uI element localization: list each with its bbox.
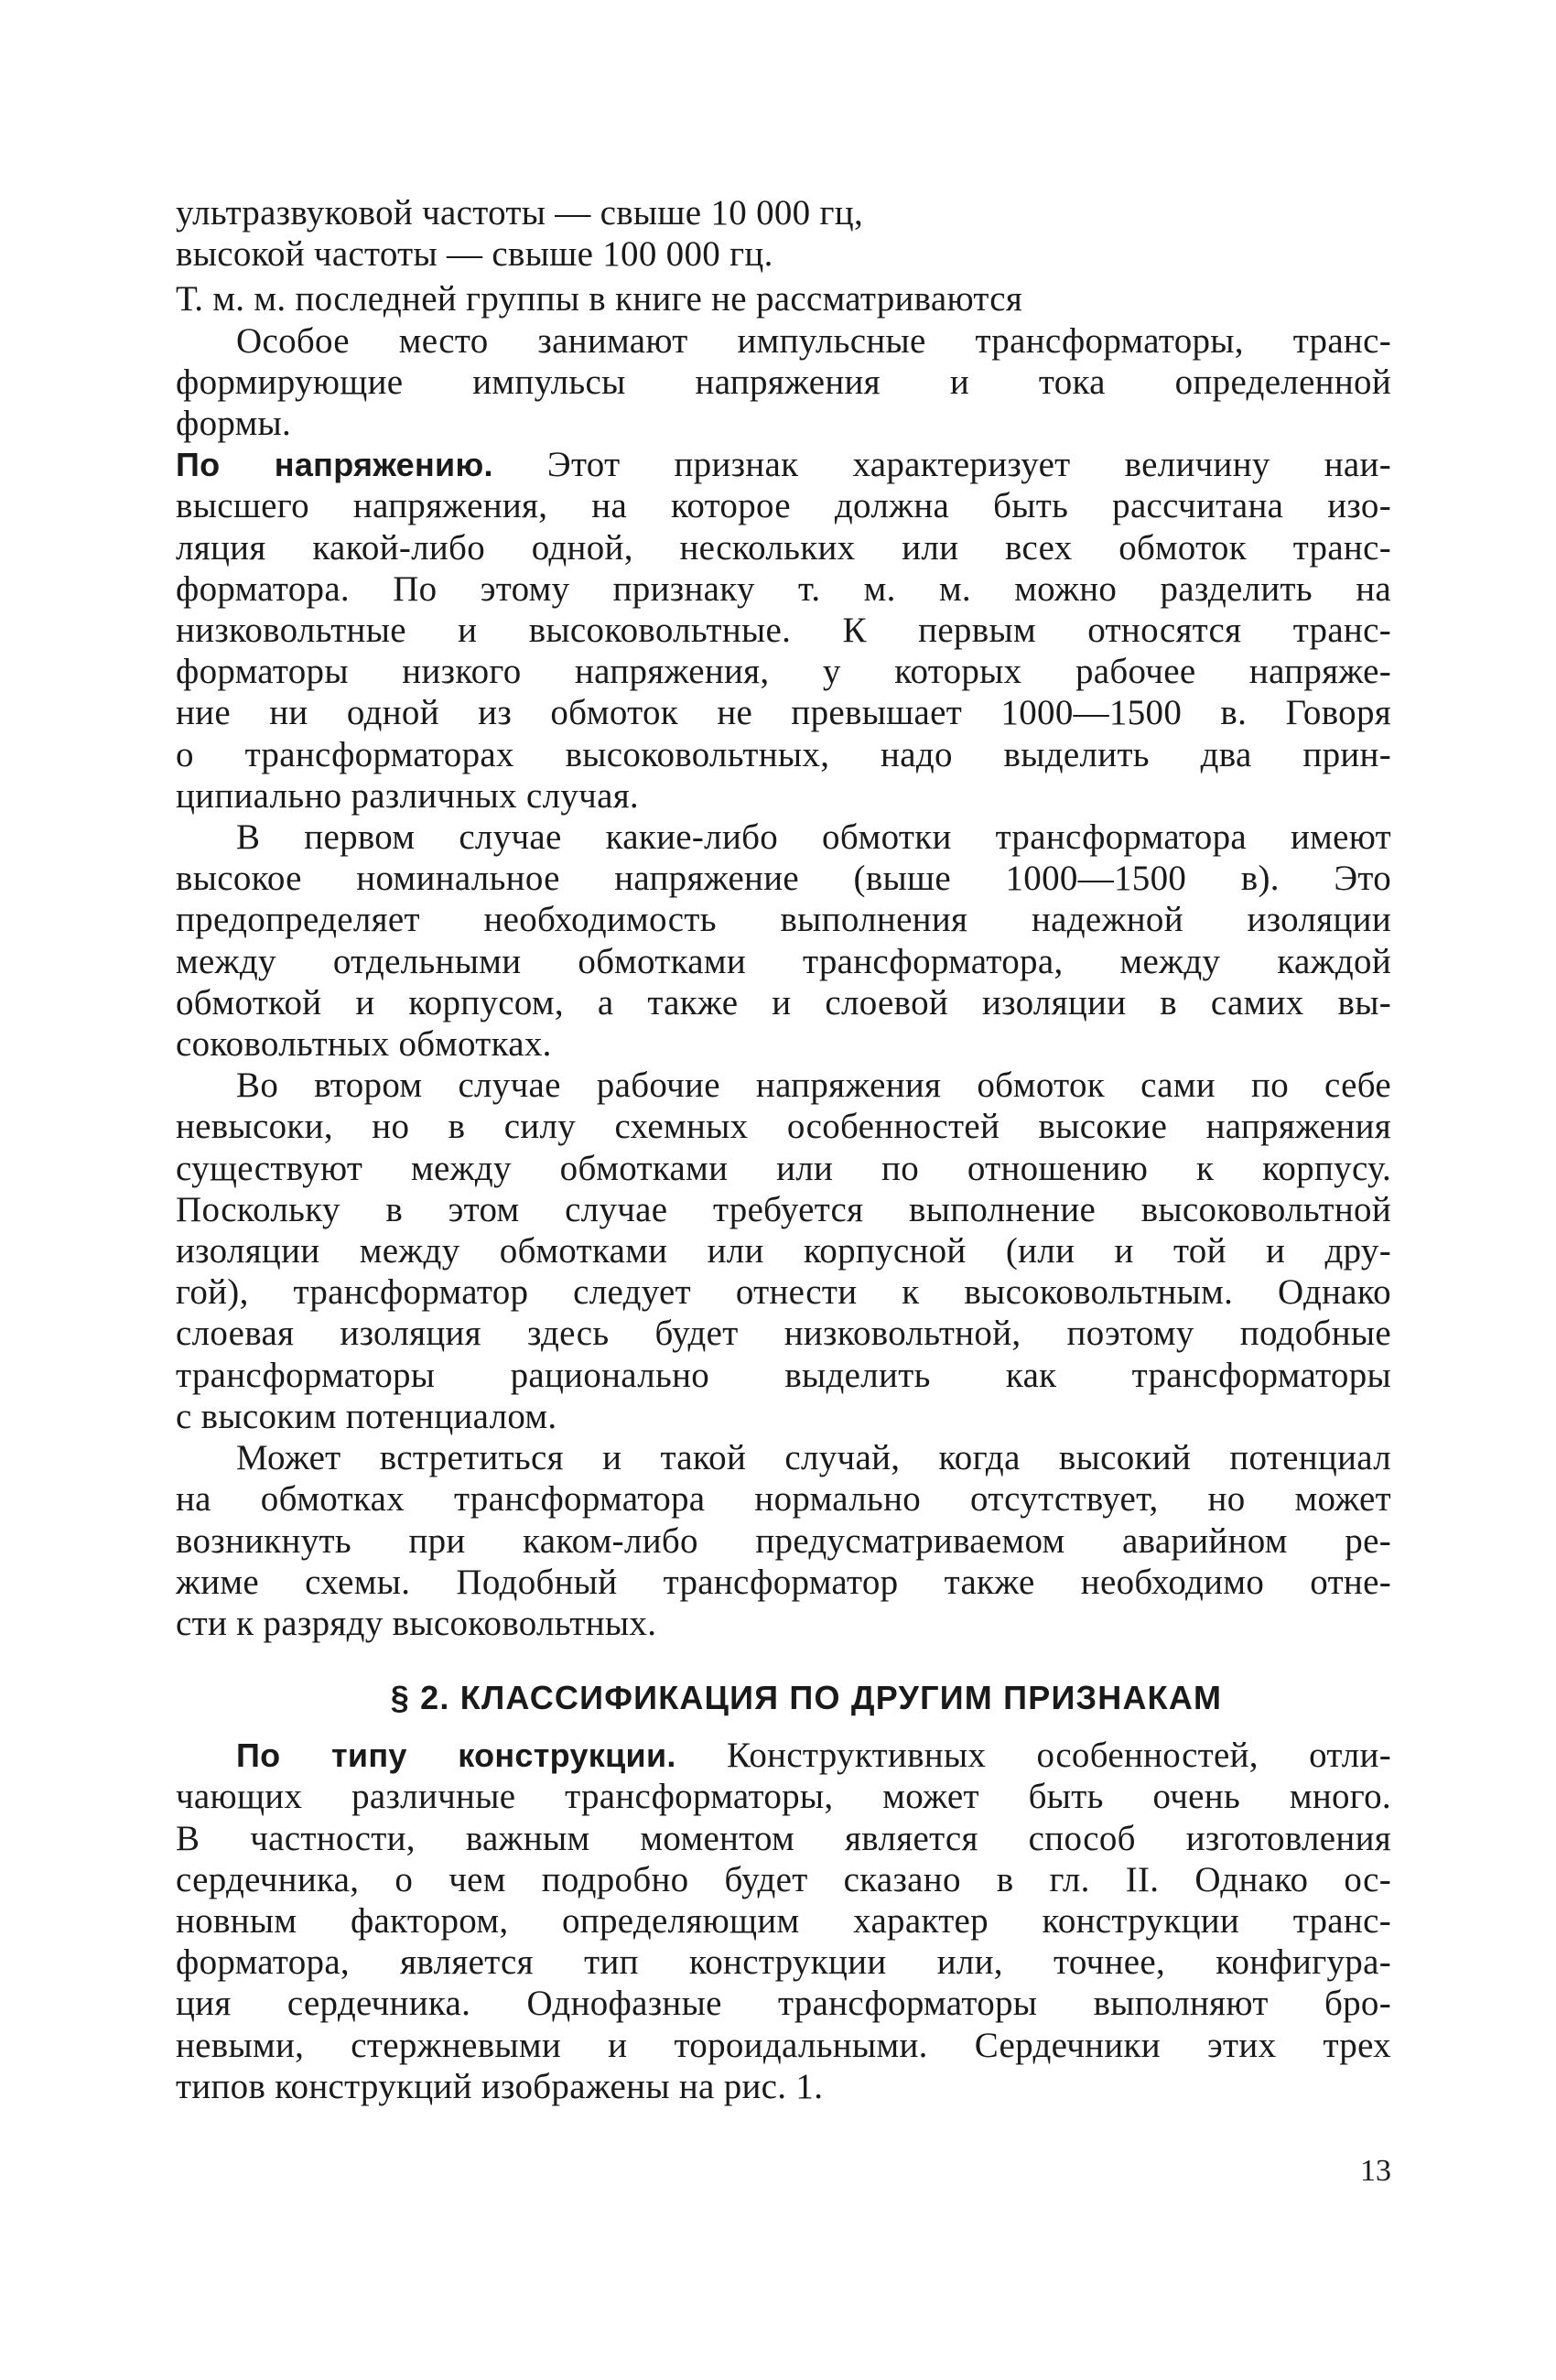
paragraph-lead: По типу конструкции.: [236, 1736, 676, 1775]
line-text: форматора, является тип конструкции или, точнее, конфигура-: [176, 1942, 1391, 1983]
text-line: [176, 610, 1391, 651]
text-line: [176, 858, 1391, 899]
line-text: с высоким потенциалом.: [176, 1396, 557, 1436]
line-text: трансформаторы рационально выделить как трансформаторы: [176, 1355, 1391, 1395]
line-text: гой), трансформатор следует отнести к высоковольтным. Однако: [176, 1272, 1391, 1313]
line-text: на обмотках трансформатора нормально отсутствует, но может: [176, 1479, 1391, 1520]
body-text: [176, 192, 1391, 1644]
section-text: [176, 1735, 1391, 2107]
line-text: ципиально различных случая.: [176, 775, 639, 816]
line-text: предопределяет необходимость выполнения надежной изоляции: [176, 900, 1391, 940]
text-line: [176, 1148, 1391, 1189]
text-line: [176, 1859, 1391, 1900]
paragraph-lead: По напряжению.: [176, 446, 493, 484]
line-text: В первом случае какие-либо обмотки трансформатора имеют: [236, 817, 1391, 858]
line-text: чающих различные трансформаторы, может быть очень много.: [176, 1777, 1391, 1817]
text-line: [176, 1355, 1391, 1396]
line-text: Этот признак характеризует величину наи-: [492, 445, 1392, 485]
line-text: типов конструкций изображены на рис. 1.: [176, 2066, 824, 2106]
text-line: [176, 568, 1391, 610]
text-line: [176, 775, 1391, 817]
text-line: [176, 1065, 1391, 1106]
line-text: Может встретиться и такой случай, когда высокий потенциал: [236, 1438, 1391, 1478]
line-text: Конструктивных особенностей, отли-: [675, 1736, 1392, 1776]
text-line: [176, 1735, 1391, 1776]
line-text: сердечника, о чем подробно будет сказано в гл. II. Однако ос-: [176, 1859, 1391, 1899]
text-line: [176, 2025, 1391, 2066]
line-text: высокой частоты — свыше 100 000 гц.: [176, 234, 773, 275]
text-line: [176, 192, 1391, 233]
line-text: невыми, стержневыми и тороидальными. Сердечники этих трех: [176, 2025, 1391, 2065]
text-line: [176, 320, 1391, 362]
line-text: сти к разряду высоковольтных.: [176, 1603, 657, 1643]
text-line: [176, 1023, 1391, 1065]
line-text: невысоки, но в силу схемных особенностей высокие напряжения: [176, 1107, 1391, 1147]
text-line: [176, 1562, 1391, 1603]
line-text: ультразвуковой частоты — свыше 10 000 гц,: [176, 193, 864, 233]
text-line: [176, 651, 1391, 692]
text-line: [176, 1396, 1391, 1437]
page-number: 13: [1360, 2154, 1391, 2188]
text-line: [176, 1230, 1391, 1271]
line-text: формирующие импульсы напряжения и тока определенной: [176, 362, 1391, 402]
line-text: Особое место занимают импульсные трансформаторы, транс-: [236, 320, 1391, 361]
line-text: низковольтные и высоковольтные. К первым относятся транс-: [176, 611, 1391, 651]
line-text: высокое номинальное напряжение (выше 1000—1500 в). Это: [176, 859, 1391, 899]
line-text: ция сердечника. Однофазные трансформаторы выполняют бро-: [176, 1984, 1391, 2024]
line-text: ние ни одной из обмоток не превышает 1000—1500 в. Говоря: [176, 693, 1391, 733]
line-text: Во втором случае рабочие напряжения обмоток сами по себе: [236, 1066, 1391, 1106]
line-text: возникнуть при каком-либо предусматриваемом аварийном ре-: [176, 1520, 1391, 1561]
line-text: В частности, важным моментом является способ изготовления: [176, 1818, 1391, 1858]
text-line: [176, 1437, 1391, 1478]
text-line: [176, 485, 1391, 526]
text-line: [176, 233, 1391, 275]
line-text: существуют между обмотками или по отношению к корпусу.: [176, 1148, 1391, 1188]
text-line: [176, 403, 1391, 444]
line-text: соковольтных обмотках.: [176, 1024, 552, 1065]
book-page: [176, 192, 1391, 2107]
text-line: [176, 1189, 1391, 1230]
text-line: [176, 982, 1391, 1023]
text-line: [176, 1942, 1391, 1983]
text-line: [176, 1603, 1391, 1644]
line-text: слоевая изоляция здесь будет низковольтной, поэтому подобные: [176, 1314, 1391, 1354]
text-line: [176, 1271, 1391, 1313]
text-line: [176, 734, 1391, 775]
text-line: [176, 2066, 1391, 2107]
text-line: [176, 899, 1391, 940]
line-text: изоляции между обмотками или корпусной (или и той и дру-: [176, 1231, 1391, 1271]
text-line: [176, 1106, 1391, 1147]
text-line: [176, 1983, 1391, 2024]
line-text: новным фактором, определяющим характер конструкции транс-: [176, 1900, 1391, 1941]
line-text: Поскольку в этом случае требуется выполнение высоковольтной: [176, 1189, 1391, 1229]
line-text: форматоры низкого напряжения, у которых рабочее напряже-: [176, 652, 1391, 692]
text-line: [176, 941, 1391, 982]
line-text: формы.: [176, 404, 292, 444]
section-heading: § 2. КЛАССИФИКАЦИЯ ПО ДРУГИМ ПРИЗНАКАМ: [390, 1679, 1223, 1717]
line-text: Т. м. м. последней группы в книге не рассматриваются: [176, 279, 1023, 319]
line-text: форматора. По этому признаку т. м. м. можно разделить на: [176, 568, 1391, 609]
text-line: [176, 817, 1391, 858]
text-line: [176, 1900, 1391, 1942]
text-line: [176, 1520, 1391, 1562]
text-line: [176, 1818, 1391, 1859]
text-line: [176, 1313, 1391, 1354]
text-line: [176, 527, 1391, 568]
text-line: [176, 278, 1391, 319]
line-text: обмоткой и корпусом, а также и слоевой изоляции в самих вы-: [176, 982, 1391, 1022]
line-text: между отдельными обмотками трансформатора, между каждой: [176, 941, 1391, 981]
text-line: [176, 362, 1391, 403]
line-text: жиме схемы. Подобный трансформатор также необходимо отне-: [176, 1562, 1391, 1602]
text-line: [176, 1776, 1391, 1817]
text-line: [176, 1478, 1391, 1520]
line-text: высшего напряжения, на которое должна быть рассчитана изо-: [176, 486, 1391, 526]
line-text: о трансформаторах высоковольтных, надо выделить два прин-: [176, 734, 1391, 774]
line-text: ляция какой-либо одной, нескольких или всех обмоток транс-: [176, 527, 1391, 568]
text-line: [176, 692, 1391, 733]
text-line: [176, 444, 1391, 485]
